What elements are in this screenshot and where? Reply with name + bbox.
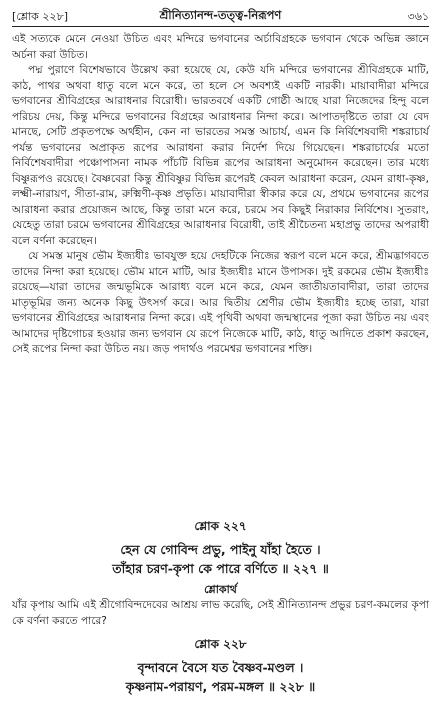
verse-label: শ্লোক ২২৮ xyxy=(194,637,247,651)
verse-label: শ্লোক ২২৭ xyxy=(194,519,247,533)
page-header xyxy=(12,6,429,27)
verse-228 xyxy=(12,636,429,696)
page-number: ৩৬১ xyxy=(407,10,429,23)
translation-body xyxy=(12,598,429,629)
paragraph: এই সত্যকে মেনে নেওয়া উচিত এবং মন্দিরে ভগবানের অর্চাবিগ্রহকে ভগবান থেকে অভিন্ন জ্ঞানে অর্চনা করা উচিত। xyxy=(12,33,429,61)
translation-label: শ্লোকার্থ xyxy=(204,583,237,596)
chapter-title: শ্রীনিত্যানন্দ-তত্ত্ব-নিরূপণ xyxy=(159,8,282,22)
paragraph: যে সমস্ত মানুষ ভৌম ইজ্যধীঃ ভাবযুক্ত হয়ে দেহটিকে নিজের স্বরূপ বলে মনে করে, শ্রীমদ্ভাগবতে তাদের নিন্দা করা হয়েছে। ভৌম মানে মাটি, আর ইজ্যধীঃ মানে উপাসক। দুই রকমের ভৌম ইজ্যধীঃ রয়েছে—যারা তাদের জন্মভূমিকে আরাধ্য বলে মনে করে, যেমন জাতীয়তাবাদীরা, তারা তাদের মাতৃভূমির জন্য অনেক কিছু উৎসর্গ করে। আর দ্বিতীয় শ্রেণীর ভৌম ইজ্যধীঃ হচ্ছে তারা, যারা ভগবানের শ্রীবিগ্রহের আরাধনার নিন্দা করে। এই পৃথিবী অথবা জন্মস্থানের পূজা করা উচিত নয় এবং আমাদের দৃষ্টিগোচর হওয়ার জন্য ভগবান যে রূপে নিজেকে মাটি, কাঠ, ধাতু আদিতে প্রকাশ করছেন, সেই রূপের নিন্দা করা উচিত নয়। জড় পদার্থও পরমেশ্বর ভগবানের শক্তি। xyxy=(12,250,429,355)
verse-227 xyxy=(12,518,429,578)
verse-line: কৃষ্ণনাম-পরায়ণ, পরম-মঙ্গল ॥ ২২৮ ॥ xyxy=(125,679,316,694)
purport-body xyxy=(12,32,429,358)
paragraph: পদ্ম পুরাণে বিশেষভাবে উল্লেখ করা হয়েছে যে, কেউ যদি মন্দিরে ভগবানের শ্রীবিগ্রহকে মাটি, কাঠ, পাথর অথবা ধাতু বলে মনে করে, তা হলে সে অবশ্যই একটি নারকী। মায়াবাদীরা মন্দিরে ভগবানের শ্রীবিগ্রহের আরাধনার বিরোধী। ভারতবর্ষে একটি গোষ্ঠী আছে যারা নিজেদের হিন্দু বলে পরিচয় দেয়, কিন্তু মন্দিরে ভগবানের বিগ্রহের আরাধনার নিন্দা করে। আপাতদৃষ্টিতে তারা যে বেদ মানছে, সেটি প্রকৃতপক্ষে অর্থহীন, কেন না ভারতের সমস্ত আচার্য, এমন কি নির্বিশেষবাদী শঙ্করাচার্য পর্যন্ত ভগবানের অপ্রাকৃত রূপের আরাধনা করার নির্দেশ দিয়ে গিয়েছেন। শঙ্করাচার্যের মতো নির্বিশেষবাদীরা পঞ্চোপাসনা নামক পাঁচটি বিভিন্ন রূপের আরাধনা অনুমোদন করেছেন। তার মধ্যে বিষ্ণুরূপও রয়েছে। বৈষ্ণবেরা কিন্তু শ্রীবিষ্ণুর বিভিন্ন রূপেরই কেবল আরাধনা করেন, যেমন রাধা-কৃষ্ণ, লক্ষ্মী-নারায়ণ, সীতা-রাম, রুক্মিণী-কৃষ্ণ প্রভৃতি। মায়াবাদীরা স্বীকার করে যে, প্রথমে ভগবানের রূপের আরাধনা করার প্রয়োজন আছে, কিন্তু তারা মনে করে, চরমে সব কিছুই নিরাকার নির্বিশেষ। সুতরাং, যেহেতু তারা চরমে ভগবানের শ্রীবিগ্রহের আরাধনার বিরোধী, তাই শ্রীচৈতন্য মহাপ্রভু তাদের অপরাধী বলে বর্ণনা করেছেন। xyxy=(12,64,429,247)
translation-text: যাঁর কৃপায় আমি এই শ্রীগোবিন্দদেবের আশ্রয় লাভ করেছি, সেই শ্রীনিত্যানন্দ প্রভুর চরণ-কমলের কৃপা কে বর্ণনা করতে পারে? xyxy=(12,599,429,627)
verse-line: বৃন্দাবনে বৈসে যত বৈষ্ণব-মণ্ডল । xyxy=(137,660,304,675)
verse-line: হেন যে গোবিন্দ প্রভু, পাইনু যাঁহা হৈতে । xyxy=(120,542,321,557)
verse-line: তাঁহার চরণ-কৃপা কে পারে বর্ণিতে ॥ ২২৭ ॥ xyxy=(112,561,329,576)
verse-range-label: [শ্লোক ২২৮] xyxy=(12,10,69,23)
